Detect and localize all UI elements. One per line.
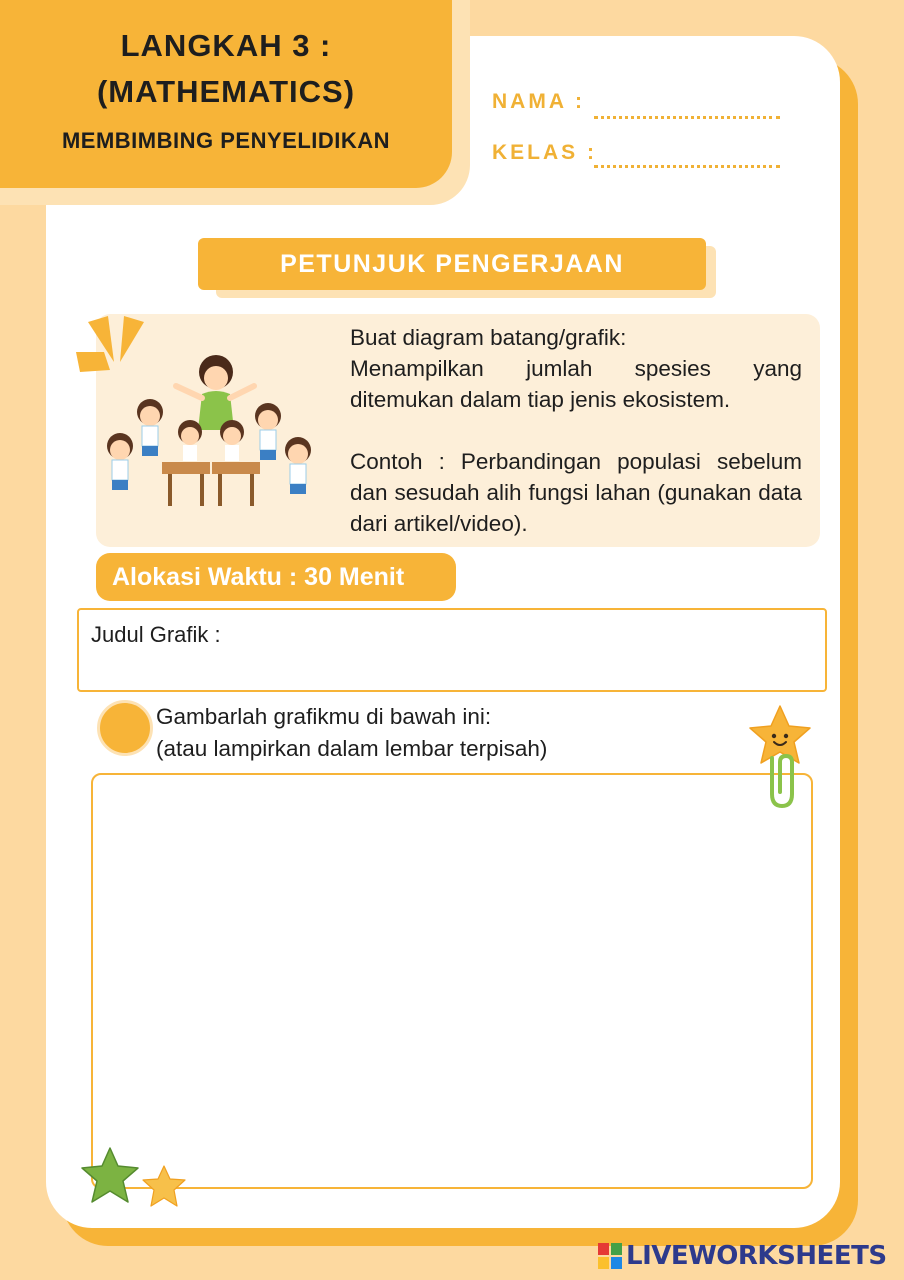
liveworksheets-watermark xyxy=(598,1240,887,1272)
draw-prompt-line-1: Gambarlah grafikmu di bawah ini: xyxy=(156,704,492,729)
instruction-line-1: Buat diagram batang/grafik: xyxy=(350,325,627,350)
chart-title-label: Judul Grafik : xyxy=(91,622,221,647)
yellow-star-icon xyxy=(143,1166,185,1206)
bottom-stars xyxy=(80,1146,190,1218)
bullet-circle-icon xyxy=(97,700,153,756)
kelas-field[interactable] xyxy=(594,165,780,168)
liveworksheets-logo-icon xyxy=(598,1243,622,1269)
instruction-line-2: Menampilkan jumlah spesies yang ditemukan dalam tiap jenis ekosistem. xyxy=(350,356,802,412)
watermark-text: LIVEWORKSHEETS xyxy=(626,1241,887,1271)
draw-prompt-line-2: (atau lampirkan dalam lembar terpisah) xyxy=(156,736,548,761)
paperclip-icon xyxy=(772,756,792,806)
instruction-line-3: Contoh : Perbandingan populasi sebelum dan sesudah alih fungsi lahan (gunakan data dari artikel/video). xyxy=(350,449,802,536)
nama-label: NAMA : xyxy=(492,90,586,113)
instructions-banner: PETUNJUK PENGERJAAN xyxy=(198,238,706,290)
green-star-icon xyxy=(82,1148,138,1202)
header-title-line1: LANGKAH 3 : xyxy=(120,28,332,63)
header xyxy=(0,0,452,188)
star-smile-icon xyxy=(746,702,814,810)
header-title-line2: (MATHEMATICS) xyxy=(96,74,356,109)
nama-field[interactable] xyxy=(594,116,780,119)
time-allocation-badge: Alokasi Waktu : 30 Menit xyxy=(96,553,456,601)
drawing-area[interactable] xyxy=(91,773,813,1189)
kelas-label: KELAS : xyxy=(492,141,597,164)
teacher-students-illustration xyxy=(98,350,330,515)
chart-title-field[interactable] xyxy=(77,608,827,692)
draw-prompt xyxy=(156,701,547,765)
header-subtitle: MEMBIMBING PENYELIDIKAN xyxy=(61,128,391,153)
instructions-text xyxy=(350,322,802,539)
